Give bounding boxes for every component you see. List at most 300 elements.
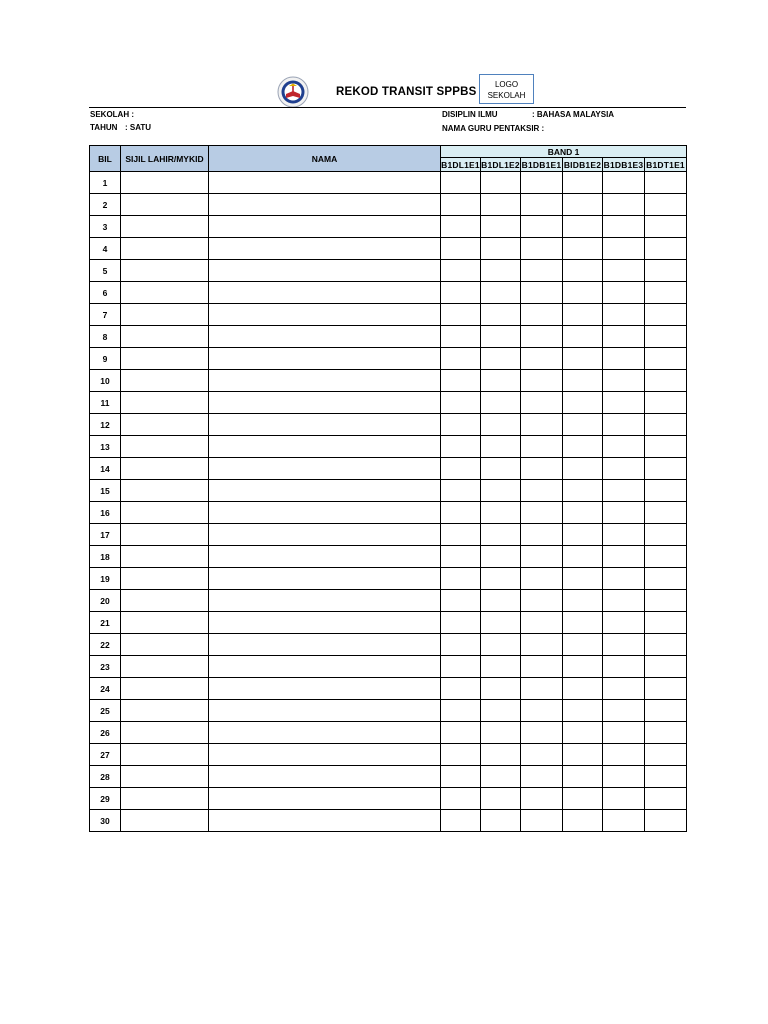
row-number: 11 (90, 392, 121, 414)
nama-cell[interactable] (209, 194, 441, 216)
band-score-cell[interactable] (441, 436, 481, 458)
band-score-cell[interactable] (645, 414, 687, 436)
disiplin-ilmu-value: : BAHASA MALAYSIA (532, 110, 615, 119)
band-score-cell[interactable] (521, 722, 563, 744)
header-sijil-lahir: SIJIL LAHIR/MYKID (121, 146, 209, 172)
band-score-cell[interactable] (563, 502, 603, 524)
nama-cell[interactable] (209, 524, 441, 546)
table-row (90, 656, 687, 678)
band-score-cell[interactable] (645, 524, 687, 546)
band-score-cell[interactable] (645, 612, 687, 634)
band-score-cell[interactable] (481, 414, 521, 436)
band-score-cell[interactable] (603, 370, 645, 392)
band-score-cell[interactable] (645, 238, 687, 260)
ministry-emblem-icon (277, 76, 309, 108)
table-row (90, 304, 687, 326)
sijil-lahir-cell[interactable] (121, 722, 209, 744)
sijil-lahir-cell[interactable] (121, 656, 209, 678)
sijil-lahir-cell[interactable] (121, 436, 209, 458)
band-score-cell[interactable] (521, 524, 563, 546)
nama-cell[interactable] (209, 392, 441, 414)
band-score-cell[interactable] (481, 282, 521, 304)
band-score-cell[interactable] (563, 392, 603, 414)
band-score-cell[interactable] (441, 524, 481, 546)
band-score-cell[interactable] (481, 744, 521, 766)
band-score-cell[interactable] (563, 326, 603, 348)
band-score-cell[interactable] (481, 810, 521, 832)
band-score-cell[interactable] (603, 480, 645, 502)
table-row (90, 546, 687, 568)
band-score-cell[interactable] (481, 216, 521, 238)
nama-cell[interactable] (209, 480, 441, 502)
sijil-lahir-cell[interactable] (121, 414, 209, 436)
band-score-cell[interactable] (481, 590, 521, 612)
band-score-cell[interactable] (645, 480, 687, 502)
band-score-cell[interactable] (603, 392, 645, 414)
row-number: 16 (90, 502, 121, 524)
table-row (90, 612, 687, 634)
band-score-cell[interactable] (521, 766, 563, 788)
nama-cell[interactable] (209, 766, 441, 788)
band-score-cell[interactable] (603, 590, 645, 612)
row-number: 12 (90, 414, 121, 436)
band-score-cell[interactable] (481, 766, 521, 788)
band-score-cell[interactable] (521, 634, 563, 656)
sijil-lahir-cell[interactable] (121, 370, 209, 392)
band-score-cell[interactable] (603, 414, 645, 436)
sijil-lahir-cell[interactable] (121, 238, 209, 260)
page-title: REKOD TRANSIT SPPBS (336, 86, 477, 98)
table-row (90, 348, 687, 370)
band-score-cell[interactable] (521, 304, 563, 326)
band-score-cell[interactable] (645, 326, 687, 348)
band-score-cell[interactable] (441, 414, 481, 436)
band-score-cell[interactable] (441, 348, 481, 370)
table-row (90, 744, 687, 766)
table-row (90, 722, 687, 744)
band-score-cell[interactable] (645, 700, 687, 722)
table-row (90, 458, 687, 480)
sijil-lahir-cell[interactable] (121, 524, 209, 546)
band-score-cell[interactable] (563, 260, 603, 282)
table-row (90, 282, 687, 304)
band-score-cell[interactable] (645, 546, 687, 568)
table-row (90, 788, 687, 810)
sijil-lahir-cell[interactable] (121, 634, 209, 656)
band-score-cell[interactable] (481, 194, 521, 216)
sijil-lahir-cell[interactable] (121, 502, 209, 524)
band-score-cell[interactable] (645, 766, 687, 788)
nama-cell[interactable] (209, 678, 441, 700)
band-score-cell[interactable] (563, 304, 603, 326)
row-number: 30 (90, 810, 121, 832)
band-score-cell[interactable] (645, 304, 687, 326)
band-score-cell[interactable] (441, 700, 481, 722)
nama-cell[interactable] (209, 546, 441, 568)
band-score-cell[interactable] (441, 260, 481, 282)
band-score-cell[interactable] (645, 590, 687, 612)
band-score-cell[interactable] (563, 568, 603, 590)
table-row (90, 502, 687, 524)
band-score-cell[interactable] (441, 502, 481, 524)
nama-cell[interactable] (209, 172, 441, 194)
band-score-cell[interactable] (603, 744, 645, 766)
sijil-lahir-cell[interactable] (121, 282, 209, 304)
band-score-cell[interactable] (441, 810, 481, 832)
header-band-column: BIDB1E2 (563, 159, 602, 170)
nama-cell[interactable] (209, 744, 441, 766)
band-score-cell[interactable] (441, 590, 481, 612)
band-score-cell[interactable] (603, 458, 645, 480)
header-band-column: B1DB1E3 (603, 159, 644, 170)
band-score-cell[interactable] (603, 612, 645, 634)
band-score-cell[interactable] (563, 546, 603, 568)
band-score-cell[interactable] (645, 370, 687, 392)
nama-cell[interactable] (209, 216, 441, 238)
sijil-lahir-cell[interactable] (121, 678, 209, 700)
band-score-cell[interactable] (563, 524, 603, 546)
band-score-cell[interactable] (563, 480, 603, 502)
band-score-cell[interactable] (521, 788, 563, 810)
band-score-cell[interactable] (481, 348, 521, 370)
record-table (89, 145, 687, 832)
sijil-lahir-cell[interactable] (121, 480, 209, 502)
nama-cell[interactable] (209, 436, 441, 458)
header-band-column: B1DL1E1 (441, 159, 480, 170)
band-score-cell[interactable] (645, 194, 687, 216)
sijil-lahir-cell[interactable] (121, 458, 209, 480)
band-score-cell[interactable] (645, 216, 687, 238)
nama-cell[interactable] (209, 656, 441, 678)
row-number: 29 (90, 788, 121, 810)
tahun-value: : SATU (125, 123, 152, 132)
band-score-cell[interactable] (521, 480, 563, 502)
band-score-cell[interactable] (481, 326, 521, 348)
band-score-cell[interactable] (441, 304, 481, 326)
band-score-cell[interactable] (645, 348, 687, 370)
band-score-cell[interactable] (521, 810, 563, 832)
nama-cell[interactable] (209, 590, 441, 612)
band-score-cell[interactable] (521, 194, 563, 216)
band-score-cell[interactable] (563, 238, 603, 260)
table-row (90, 766, 687, 788)
band-score-cell[interactable] (481, 524, 521, 546)
sijil-lahir-cell[interactable] (121, 546, 209, 568)
sijil-lahir-cell[interactable] (121, 348, 209, 370)
band-score-cell[interactable] (563, 436, 603, 458)
band-score-cell[interactable] (441, 216, 481, 238)
row-number: 21 (90, 612, 121, 634)
sijil-lahir-cell[interactable] (121, 392, 209, 414)
band-score-cell[interactable] (441, 656, 481, 678)
row-number: 22 (90, 634, 121, 656)
sijil-lahir-cell[interactable] (121, 700, 209, 722)
band-score-cell[interactable] (481, 568, 521, 590)
table-row (90, 590, 687, 612)
band-score-cell[interactable] (603, 788, 645, 810)
band-score-cell[interactable] (645, 678, 687, 700)
sijil-lahir-cell[interactable] (121, 612, 209, 634)
band-score-cell[interactable] (441, 392, 481, 414)
nama-cell[interactable] (209, 700, 441, 722)
band-score-cell[interactable] (521, 260, 563, 282)
sijil-lahir-cell[interactable] (121, 194, 209, 216)
band-score-cell[interactable] (603, 304, 645, 326)
band-score-cell[interactable] (521, 348, 563, 370)
sijil-lahir-cell[interactable] (121, 172, 209, 194)
band-score-cell[interactable] (481, 612, 521, 634)
band-score-cell[interactable] (521, 458, 563, 480)
band-score-cell[interactable] (441, 458, 481, 480)
band-score-cell[interactable] (563, 216, 603, 238)
band-score-cell[interactable] (563, 370, 603, 392)
band-score-cell[interactable] (441, 744, 481, 766)
band-score-cell[interactable] (441, 238, 481, 260)
band-score-cell[interactable] (481, 546, 521, 568)
band-score-cell[interactable] (481, 458, 521, 480)
band-score-cell[interactable] (603, 238, 645, 260)
sijil-lahir-cell[interactable] (121, 810, 209, 832)
row-number: 27 (90, 744, 121, 766)
band-score-cell[interactable] (441, 722, 481, 744)
band-score-cell[interactable] (645, 392, 687, 414)
table-row (90, 678, 687, 700)
row-number: 19 (90, 568, 121, 590)
nama-cell[interactable] (209, 370, 441, 392)
table-row (90, 414, 687, 436)
band-score-cell[interactable] (521, 326, 563, 348)
band-score-cell[interactable] (603, 678, 645, 700)
band-score-cell[interactable] (603, 546, 645, 568)
band-score-cell[interactable] (521, 392, 563, 414)
band-score-cell[interactable] (481, 634, 521, 656)
band-score-cell[interactable] (603, 326, 645, 348)
band-score-cell[interactable] (441, 612, 481, 634)
band-score-cell[interactable] (645, 282, 687, 304)
band-score-cell[interactable] (563, 766, 603, 788)
band-score-cell[interactable] (481, 304, 521, 326)
band-score-cell[interactable] (441, 546, 481, 568)
band-score-cell[interactable] (563, 788, 603, 810)
nama-cell[interactable] (209, 414, 441, 436)
band-score-cell[interactable] (603, 502, 645, 524)
band-score-cell[interactable] (603, 766, 645, 788)
band-score-cell[interactable] (521, 172, 563, 194)
band-score-cell[interactable] (603, 436, 645, 458)
logo-sublabel: SEKOLAH (487, 91, 526, 100)
band-score-cell[interactable] (563, 810, 603, 832)
band-score-cell[interactable] (645, 810, 687, 832)
band-score-cell[interactable] (563, 656, 603, 678)
sijil-lahir-cell[interactable] (121, 326, 209, 348)
band-score-cell[interactable] (481, 722, 521, 744)
table-row (90, 238, 687, 260)
nama-cell[interactable] (209, 722, 441, 744)
sijil-lahir-cell[interactable] (121, 744, 209, 766)
nama-cell[interactable] (209, 282, 441, 304)
band-score-cell[interactable] (521, 238, 563, 260)
band-score-cell[interactable] (645, 722, 687, 744)
band-score-cell[interactable] (645, 568, 687, 590)
nama-cell[interactable] (209, 810, 441, 832)
band-score-cell[interactable] (563, 612, 603, 634)
band-score-cell[interactable] (521, 282, 563, 304)
band-score-cell[interactable] (441, 788, 481, 810)
band-score-cell[interactable] (481, 502, 521, 524)
header-band-column: B1DL1E2 (481, 159, 520, 170)
band-score-cell[interactable] (603, 656, 645, 678)
band-score-cell[interactable] (521, 656, 563, 678)
row-number: 8 (90, 326, 121, 348)
band-score-cell[interactable] (481, 392, 521, 414)
table-row (90, 700, 687, 722)
band-score-cell[interactable] (441, 766, 481, 788)
band-score-cell[interactable] (481, 238, 521, 260)
header-divider (89, 107, 686, 108)
nama-cell[interactable] (209, 634, 441, 656)
band-score-cell[interactable] (521, 370, 563, 392)
table-row (90, 326, 687, 348)
band-score-cell[interactable] (481, 678, 521, 700)
band-score-cell[interactable] (521, 744, 563, 766)
sijil-lahir-cell[interactable] (121, 216, 209, 238)
band-score-cell[interactable] (521, 612, 563, 634)
band-score-cell[interactable] (481, 260, 521, 282)
band-score-cell[interactable] (563, 678, 603, 700)
row-number: 7 (90, 304, 121, 326)
band-score-cell[interactable] (563, 414, 603, 436)
band-score-cell[interactable] (521, 568, 563, 590)
nama-cell[interactable] (209, 788, 441, 810)
row-number: 3 (90, 216, 121, 238)
band-score-cell[interactable] (603, 810, 645, 832)
table-row (90, 260, 687, 282)
band-score-cell[interactable] (441, 678, 481, 700)
band-score-cell[interactable] (603, 634, 645, 656)
nama-cell[interactable] (209, 568, 441, 590)
band-score-cell[interactable] (441, 480, 481, 502)
band-score-cell[interactable] (441, 326, 481, 348)
table-row (90, 392, 687, 414)
sijil-lahir-cell[interactable] (121, 788, 209, 810)
band-score-cell[interactable] (481, 436, 521, 458)
nama-cell[interactable] (209, 238, 441, 260)
band-score-cell[interactable] (603, 722, 645, 744)
band-score-cell[interactable] (645, 260, 687, 282)
band-score-cell[interactable] (521, 590, 563, 612)
band-score-cell[interactable] (645, 172, 687, 194)
band-score-cell[interactable] (481, 480, 521, 502)
band-score-cell[interactable] (563, 458, 603, 480)
band-score-cell[interactable] (563, 722, 603, 744)
band-score-cell[interactable] (645, 744, 687, 766)
sijil-lahir-cell[interactable] (121, 304, 209, 326)
band-score-cell[interactable] (481, 788, 521, 810)
band-score-cell[interactable] (563, 634, 603, 656)
band-score-cell[interactable] (563, 744, 603, 766)
school-logo-placeholder (479, 74, 534, 104)
header-nama: NAMA (209, 146, 441, 172)
row-number: 24 (90, 678, 121, 700)
band-score-cell[interactable] (563, 194, 603, 216)
header-band-1: BAND 1 (441, 146, 687, 158)
sijil-lahir-cell[interactable] (121, 766, 209, 788)
band-score-cell[interactable] (645, 788, 687, 810)
row-number: 17 (90, 524, 121, 546)
band-score-cell[interactable] (521, 700, 563, 722)
table-row (90, 172, 687, 194)
row-number: 14 (90, 458, 121, 480)
band-score-cell[interactable] (563, 348, 603, 370)
band-score-cell[interactable] (603, 172, 645, 194)
nama-cell[interactable] (209, 326, 441, 348)
band-score-cell[interactable] (603, 700, 645, 722)
row-number: 10 (90, 370, 121, 392)
band-score-cell[interactable] (441, 568, 481, 590)
table-row (90, 216, 687, 238)
nama-cell[interactable] (209, 612, 441, 634)
band-score-cell[interactable] (441, 634, 481, 656)
table-row (90, 634, 687, 656)
band-score-cell[interactable] (603, 216, 645, 238)
band-score-cell[interactable] (603, 568, 645, 590)
band-score-cell[interactable] (521, 216, 563, 238)
nama-cell[interactable] (209, 260, 441, 282)
band-score-cell[interactable] (521, 414, 563, 436)
band-score-cell[interactable] (441, 172, 481, 194)
band-score-cell[interactable] (563, 700, 603, 722)
band-score-cell[interactable] (521, 436, 563, 458)
band-score-cell[interactable] (563, 590, 603, 612)
nama-cell[interactable] (209, 458, 441, 480)
band-score-cell[interactable] (563, 172, 603, 194)
band-score-cell[interactable] (603, 260, 645, 282)
band-score-cell[interactable] (645, 502, 687, 524)
band-score-cell[interactable] (645, 634, 687, 656)
sijil-lahir-cell[interactable] (121, 568, 209, 590)
band-score-cell[interactable] (481, 370, 521, 392)
band-score-cell[interactable] (603, 524, 645, 546)
band-score-cell[interactable] (441, 194, 481, 216)
band-score-cell[interactable] (645, 436, 687, 458)
table-row (90, 810, 687, 832)
band-score-cell[interactable] (481, 700, 521, 722)
band-score-cell[interactable] (441, 282, 481, 304)
nama-cell[interactable] (209, 348, 441, 370)
nama-cell[interactable] (209, 304, 441, 326)
table-row (90, 194, 687, 216)
band-score-cell[interactable] (603, 194, 645, 216)
band-score-cell[interactable] (603, 282, 645, 304)
header-band-column: B1DB1E1 (521, 159, 562, 170)
band-score-cell[interactable] (603, 348, 645, 370)
row-number: 18 (90, 546, 121, 568)
band-score-cell[interactable] (563, 282, 603, 304)
sijil-lahir-cell[interactable] (121, 590, 209, 612)
sijil-lahir-cell[interactable] (121, 260, 209, 282)
band-score-cell[interactable] (481, 172, 521, 194)
band-score-cell[interactable] (521, 502, 563, 524)
band-score-cell[interactable] (441, 370, 481, 392)
band-score-cell[interactable] (521, 546, 563, 568)
band-score-cell[interactable] (645, 458, 687, 480)
band-score-cell[interactable] (645, 656, 687, 678)
band-score-cell[interactable] (481, 656, 521, 678)
row-number: 20 (90, 590, 121, 612)
band-score-cell[interactable] (521, 678, 563, 700)
nama-cell[interactable] (209, 502, 441, 524)
row-number: 4 (90, 238, 121, 260)
